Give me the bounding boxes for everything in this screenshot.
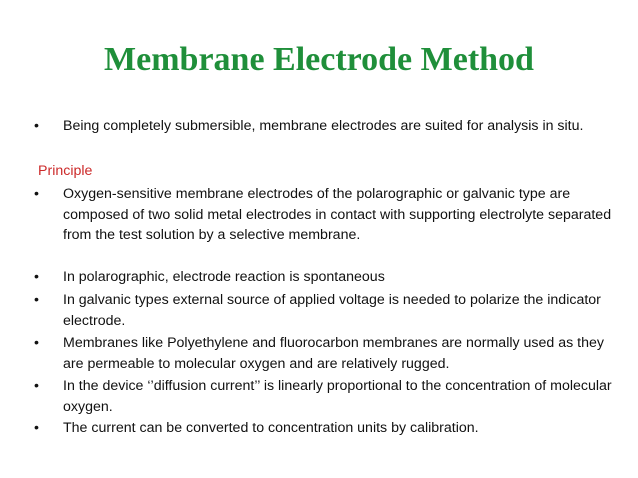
bullet-text: In polarographic, electrode reaction is spontaneous	[63, 269, 385, 285]
bullet-marker: •	[34, 186, 39, 202]
bullet-text: In galvanic types external source of applied voltage is needed to polarize the indicator electrode.	[63, 292, 601, 329]
bullet-item	[34, 290, 614, 331]
section-label-principle: Principle	[38, 163, 93, 179]
bullet-text: The current can be converted to concentration units by calibration.	[63, 420, 479, 436]
bullet-marker: •	[34, 292, 39, 308]
bullet-marker: •	[34, 378, 39, 394]
bullet-item	[34, 267, 614, 288]
bullet-item	[34, 376, 614, 417]
bullet-item	[34, 116, 614, 137]
bullet-marker: •	[34, 335, 39, 351]
bullet-text: Oxygen-sensitive membrane electrodes of the polarographic or galvanic type are composed of two solid metal electrodes in contact with supporting electrolyte separated from the test solution by a selective membrane.	[63, 186, 612, 243]
slide-title: Membrane Electrode Method	[104, 41, 534, 78]
bullet-item	[34, 184, 614, 246]
bullet-text: Being completely submersible, membrane electrodes are suited for analysis in situ.	[63, 118, 584, 134]
bullet-text: In the device ‘’diffusion current’’ is linearly proportional to the concentration of molecular oxygen.	[63, 378, 612, 415]
bullet-marker: •	[34, 118, 39, 134]
bullet-item	[34, 418, 614, 439]
bullet-marker: •	[34, 420, 39, 436]
bullet-text: Membranes like Polyethylene and fluorocarbon membranes are normally used as they are permeable to molecular oxygen and are relatively rugged.	[63, 335, 604, 372]
bullet-item	[34, 333, 614, 374]
bullet-marker: •	[34, 269, 39, 285]
